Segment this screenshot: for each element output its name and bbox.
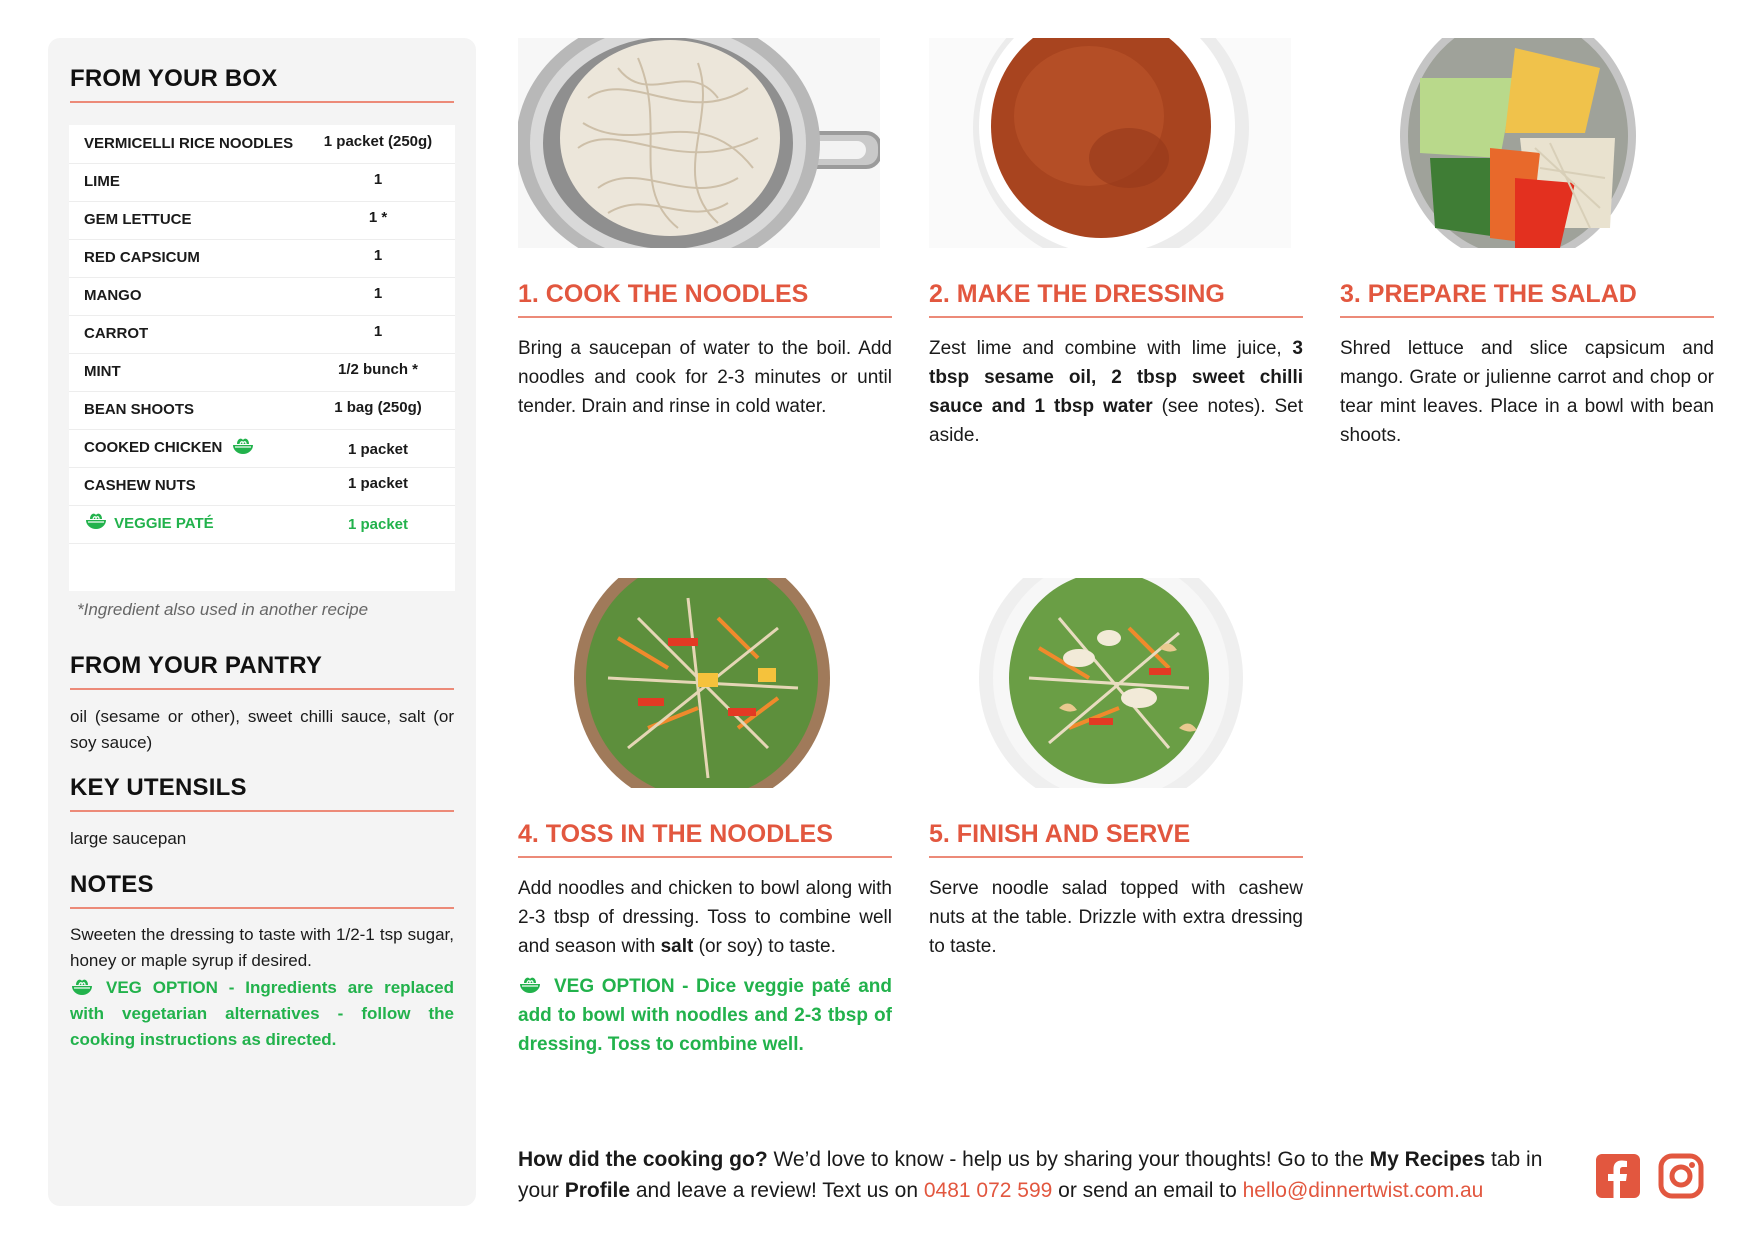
my-recipes-label: My Recipes [1369,1148,1486,1171]
ingredient-qty: 1 packet [347,441,409,458]
noodles-colander-illustration [518,38,880,248]
ingredient-row [69,239,455,278]
ingredient-footnote: *Ingredient also used in another recipe [77,600,369,619]
ingredient-qty: 1 [373,247,383,264]
step-2-photo-dressing [929,38,1291,248]
feedback-text-part: or send an email to [1052,1179,1243,1202]
finished-salad-illustration [929,578,1291,788]
ingredient-row [69,429,455,468]
ingredient-qty: 1 * [368,209,388,226]
salad-bowl-icon [518,974,542,994]
feedback-text [518,1144,1578,1206]
ingredient-name-with-icon [84,429,255,467]
ingredients-table [69,125,455,591]
ingredient-name: VEGGIE PATÉ [114,515,214,532]
veg-option-note [70,975,454,1053]
ingredient-qty: 1 [373,323,383,340]
ingredient-name: COOKED CHICKEN [84,439,223,456]
feedback-text-part: tab in your [518,1148,1543,1202]
ingredient-name: GEM LETTUCE [84,211,192,228]
ingredient-qty: 1/2 bunch * [337,361,419,378]
ingredient-name: RED CAPSICUM [84,249,200,266]
ingredient-name: LIME [84,173,120,190]
step-3-body: Shred lettuce and slice capsicum and mango. Grate or julienne carrot and chop or tear mint leaves. Place in a bowl with bean shoots. [1340,338,1714,446]
pantry-text: oil (sesame or other), sweet chilli sauce, salt (or soy sauce) [70,707,454,752]
from-your-box-title: FROM YOUR BOX [70,65,454,103]
salad-bowl-icon [84,510,108,530]
ingredient-row-veg [69,505,455,544]
ingredient-row [69,391,455,430]
ingredient-qty: 1 [373,171,383,188]
salad-bowl-icon [70,976,94,996]
step-5-body: Serve noodle salad topped with cashew nuts at the table. Drizzle with extra dressing to taste. [929,878,1303,957]
dressing-bowl-illustration [929,38,1291,248]
ingredients-sidebar [48,38,476,1206]
ingredient-qty: 1 packet (250g) [323,133,433,150]
ingredient-qty: 1 packet [347,475,409,492]
ingredient-row [69,201,455,240]
step-4-title: 4. TOSS IN THE NOODLES [518,820,892,858]
step-5-title: 5. FINISH AND SERVE [929,820,1303,858]
step-1-title: 1. COOK THE NOODLES [518,280,892,318]
step-4-body [518,874,892,961]
step-1-photo-noodles [518,38,880,248]
ingredient-name: CASHEW NUTS [84,477,196,494]
notes-title: NOTES [70,871,454,909]
salad-bowl-icon [231,435,255,455]
utensils-text: large saucepan [70,829,187,848]
salad-ingredients-illustration [1340,38,1702,248]
step-4-veg-option [518,972,892,1059]
ingredient-name: MINT [84,363,121,380]
phone-number-link[interactable]: 0481 072 599 [923,1179,1053,1202]
ingredient-row [69,467,455,506]
feedback-question: How did the cooking go? [518,1148,768,1171]
step-2-body-end: (see notes). Set aside. [929,396,1303,446]
step-3-title: 3. PREPARE THE SALAD [1340,280,1714,318]
step-1-body: Bring a saucepan of water to the boil. Add noodles and cook for 2-3 minutes or until tender. Drain and rinse in cold water. [518,338,892,417]
step-3-photo-salad-ingredients [1340,38,1702,248]
feedback-text-part: and leave a review! Text us on [630,1179,924,1202]
step-4-veg-option-text: VEG OPTION - Dice veggie paté and add to bowl with noodles and 2-3 tbsp of dressing. Toss to combine well. [518,976,892,1055]
ingredient-row [69,353,455,392]
ingredient-qty: 1 [373,285,383,302]
key-utensils-title: KEY UTENSILS [70,774,454,812]
step-4-body-start: Add noodles and chicken to bowl along with 2-3 tbsp of dressing. Toss to combine well and season with [518,878,892,957]
step-4-body-bold: salt [660,936,694,957]
step-2-body-start: Zest lime and combine with lime juice, [929,338,1293,359]
ingredient-name: CARROT [84,325,149,342]
email-link[interactable]: hello@dinnertwist.com.au [1242,1179,1484,1202]
step-2-body-bold: 3 tbsp sesame oil, 2 tbsp sweet chilli sauce and 1 tbsp water [929,338,1303,417]
ingredient-row [69,315,455,354]
tossed-salad-illustration [518,578,880,788]
ingredient-qty: 1 bag (250g) [334,399,422,416]
ingredient-row [69,277,455,316]
step-2-title: 2. MAKE THE DRESSING [929,280,1303,318]
from-your-pantry-title: FROM YOUR PANTRY [70,652,454,690]
veg-option-note-text: VEG OPTION - Ingredients are replaced with vegetarian alternatives - follow the cooking instructions as directed. [70,978,454,1049]
ingredient-name: BEAN SHOOTS [84,401,195,418]
feedback-text-part: We’d love to know - help us by sharing your thoughts! Go to the [767,1148,1370,1171]
ingredient-row [69,125,455,164]
step-4-body-end: (or soy) to taste. [693,936,836,957]
ingredient-name: VERMICELLI RICE NOODLES [84,135,294,152]
step-4-photo-tossed-noodles [518,578,880,788]
step-2-body [929,334,1303,450]
step-5-photo-finished-salad [929,578,1291,788]
ingredient-name-with-icon [84,505,214,543]
ingredient-row [69,163,455,202]
notes-text: Sweeten the dressing to taste with 1/2-1 tsp sugar, honey or maple syrup if desired. [70,925,454,970]
ingredient-qty: 1 packet [347,516,409,533]
instagram-icon[interactable] [1658,1153,1704,1199]
profile-label: Profile [564,1179,631,1202]
ingredient-name: MANGO [84,287,142,304]
facebook-icon[interactable] [1595,1153,1641,1199]
